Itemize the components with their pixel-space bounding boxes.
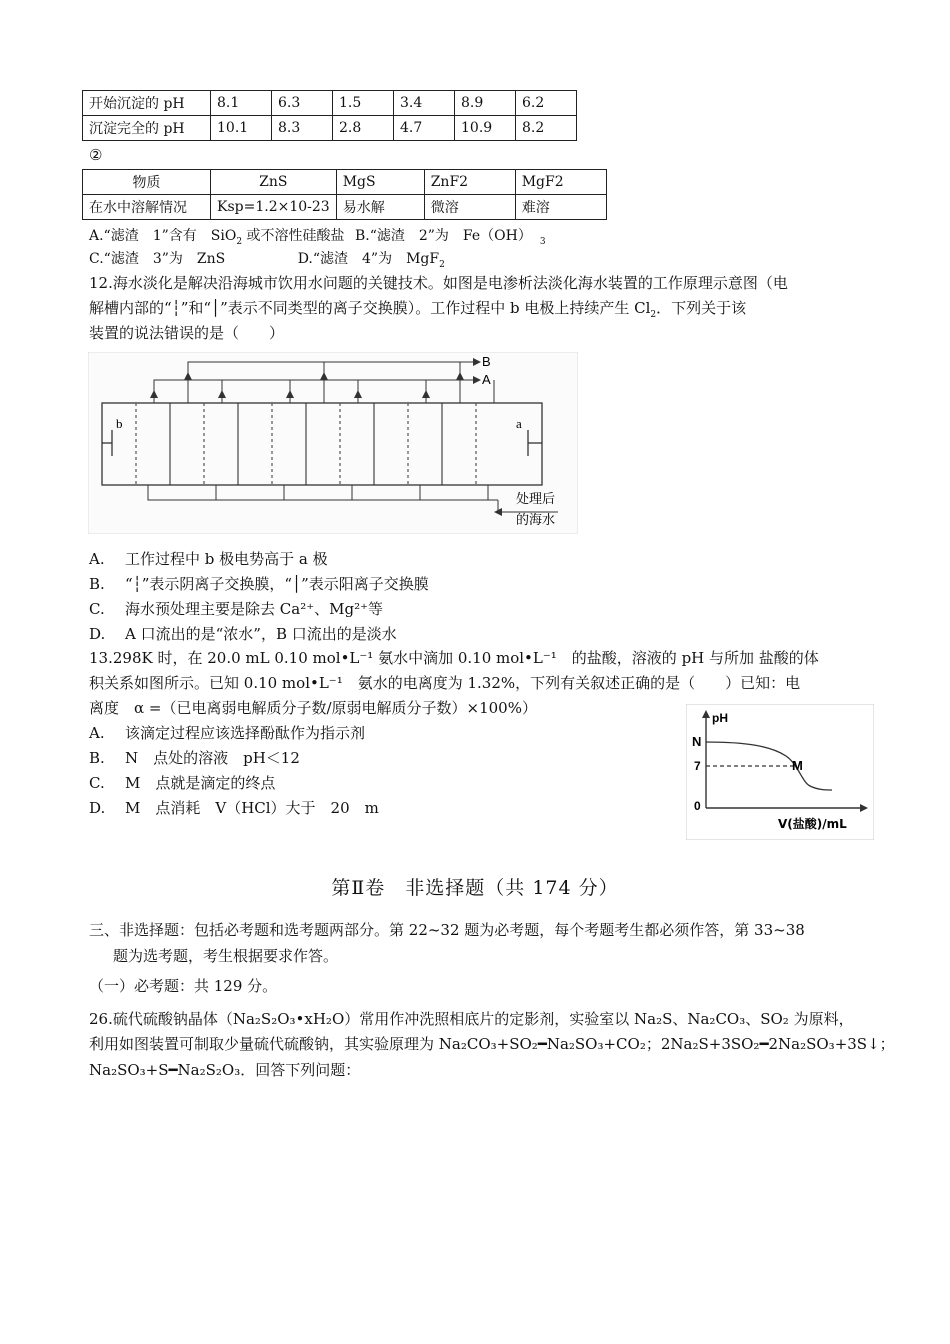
option-text: M 点消耗 V（HCl）大于 20 m — [125, 799, 379, 817]
table-row — [83, 170, 607, 195]
q12-option-b — [89, 573, 429, 594]
q12-text-line3: 装置的说法错误的是（ ） — [89, 324, 285, 342]
row-label: 沉淀完全的 pH — [83, 116, 211, 141]
q13-option-c — [89, 772, 275, 793]
table-cell: 8.2 — [516, 116, 577, 141]
q13-option-d — [89, 797, 379, 818]
part3-text-line3: （一）必考题：共 129 分。 — [89, 977, 278, 995]
table-cell: 2.8 — [333, 116, 394, 141]
q11-options-cd — [89, 249, 445, 275]
q11-option-a-rest: 或不溶性硅酸盐 — [242, 228, 345, 244]
q11-option-c: C.“滤渣 3”为 ZnS — [89, 251, 226, 267]
q11-option-d: D.“滤渣 4”为 MgF — [297, 251, 440, 267]
y-axis-label: pH — [712, 711, 728, 725]
ph-table — [82, 90, 577, 141]
option-text: 海水预处理主要是除去 Ca²⁺、Mg²⁺等 — [125, 600, 384, 618]
table-cell: 8.9 — [455, 91, 516, 116]
q13-text-line1: 13.298K 时，在 20.0 mL 0.10 mol•L⁻¹ 氨水中滴加 0.10 mol•L⁻¹ 的盐酸，溶液的 pH 与所加 盐酸的体 — [89, 649, 819, 667]
point-n-label: N — [692, 734, 702, 749]
table-cell: 在水中溶解情况 — [83, 195, 211, 220]
option-key: C. — [89, 600, 105, 618]
option-text: M 点就是滴定的终点 — [125, 774, 276, 792]
label-b: b — [116, 416, 123, 431]
table-cell: 10.9 — [455, 116, 516, 141]
table-cell: Ksp=1.2×10-23 — [211, 195, 337, 220]
q12-text-line2 — [89, 298, 746, 325]
q12-option-a — [89, 548, 328, 569]
q13-option-b — [89, 747, 300, 768]
q12-text-line1: 12.海水淡化是解决沿海城市饮用水问题的关键技术。如图是电渗析法淡化海水装置的工作原理示意图（电 — [89, 274, 788, 292]
option-key: D. — [89, 799, 106, 817]
ph7-label: 7 — [694, 759, 701, 773]
part3-text-line1: 三、非选择题：包括必考题和选考题两部分。第 22~32 题为必考题，每个考题考生都必须作答，第 33~38 — [89, 921, 805, 939]
subscript: 2 — [439, 260, 445, 270]
option-key: A. — [89, 550, 105, 568]
table-cell: 10.1 — [211, 116, 272, 141]
table-cell: 1.5 — [333, 91, 394, 116]
part3-text-line2: 题为选考题，考生根据要求作答。 — [113, 947, 339, 965]
q26-text-line3: Na₂SO₃+S━Na₂S₂O₃．回答下列问题： — [89, 1061, 361, 1079]
outlet-B-label: B — [482, 354, 491, 369]
subscript: 3 — [539, 237, 546, 247]
table-header-cell: MgS — [336, 170, 424, 195]
table-header-cell: ZnS — [211, 170, 337, 195]
table-cell: 4.7 — [394, 116, 455, 141]
table-cell: 易水解 — [336, 195, 424, 220]
table-cell: 微溶 — [424, 195, 515, 220]
q26-text-line1: 26.硫代硫酸钠晶体（Na₂S₂O₃•xH₂O）常用作冲洗照相底片的定影剂，实验室以 Na₂S、Na₂CO₃、SO₂ 为原料， — [89, 1010, 854, 1028]
q26-text-line2: 利用如图装置可制取少量硫代硫酸钠，其实验原理为 Na₂CO₃+SO₂━Na₂SO₃+CO₂；2Na₂S+3SO₂━2Na₂SO₃+3S↓； — [89, 1035, 895, 1053]
q12-text: ．下列关于该 — [656, 299, 747, 317]
table-row — [83, 195, 607, 220]
option-text: A 口流出的是“浓水”，B 口流出的是淡水 — [125, 625, 397, 643]
q13-text-line3: 离度 α =（已电离弱电解质分子数/原弱电解质分子数）×100%） — [89, 699, 537, 717]
q12-option-d — [89, 623, 397, 644]
table-row — [83, 91, 577, 116]
q13-option-a — [89, 722, 365, 743]
option-key: D. — [89, 625, 106, 643]
subscript: 2 — [236, 237, 243, 247]
inlet-label-2: 的海水 — [516, 513, 556, 528]
subscript: 2 — [650, 310, 657, 320]
option-key: B. — [89, 749, 105, 767]
q11-option-b: B.“滤渣 2”为 Fe（OH） — [354, 228, 532, 244]
table-header-cell: MgF2 — [515, 170, 606, 195]
table-cell: 6.3 — [272, 91, 333, 116]
label-a: a — [516, 416, 522, 431]
option-key: A. — [89, 724, 105, 742]
inlet-label-1: 处理后 — [516, 492, 556, 507]
table-cell: 难溶 — [515, 195, 606, 220]
ph-titration-graph — [686, 704, 874, 840]
table-header-cell: 物质 — [83, 170, 211, 195]
origin-label: 0 — [694, 799, 701, 813]
option-text: “┆”表示阴离子交换膜，“│”表示阳离子交换膜 — [125, 575, 429, 593]
option-key: C. — [89, 774, 105, 792]
point-m-label: M — [792, 758, 803, 773]
x-axis-label: V(盐酸)/mL — [778, 817, 847, 831]
table-cell: 8.1 — [211, 91, 272, 116]
electrodialysis-diagram — [88, 352, 578, 534]
table-row — [83, 116, 577, 141]
option-text: N 点处的溶液 pH＜12 — [125, 749, 300, 767]
row-label: 开始沉淀的 pH — [83, 91, 211, 116]
outlet-A-label: A — [482, 372, 491, 387]
q12-option-c — [89, 598, 383, 619]
marker-2: ② — [89, 146, 103, 164]
q13-text-line2: 积关系如图所示。已知 0.10 mol•L⁻¹ 氨水的电离度为 1.32%，下列有关叙述正确的是（ ）已知：电 — [89, 674, 801, 692]
q12-text: 解槽内部的“┆”和“│”表示不同类型的离子交换膜）。工作过程中 b 电极上持续产生 Cl — [89, 299, 651, 317]
table-cell: 8.3 — [272, 116, 333, 141]
option-key: B. — [89, 575, 105, 593]
table-cell: 3.4 — [394, 91, 455, 116]
q11-option-a: A.“滤渣 1”含有 SiO — [89, 228, 237, 244]
solubility-table — [82, 169, 607, 220]
table-cell: 6.2 — [516, 91, 577, 116]
table-header-cell: ZnF2 — [424, 170, 515, 195]
option-text: 该滴定过程应该选择酚酞作为指示剂 — [125, 724, 366, 742]
option-text: 工作过程中 b 极电势高于 a 极 — [125, 550, 328, 568]
section-title: 第Ⅱ卷 非选择题（共 174 分） — [331, 877, 619, 899]
